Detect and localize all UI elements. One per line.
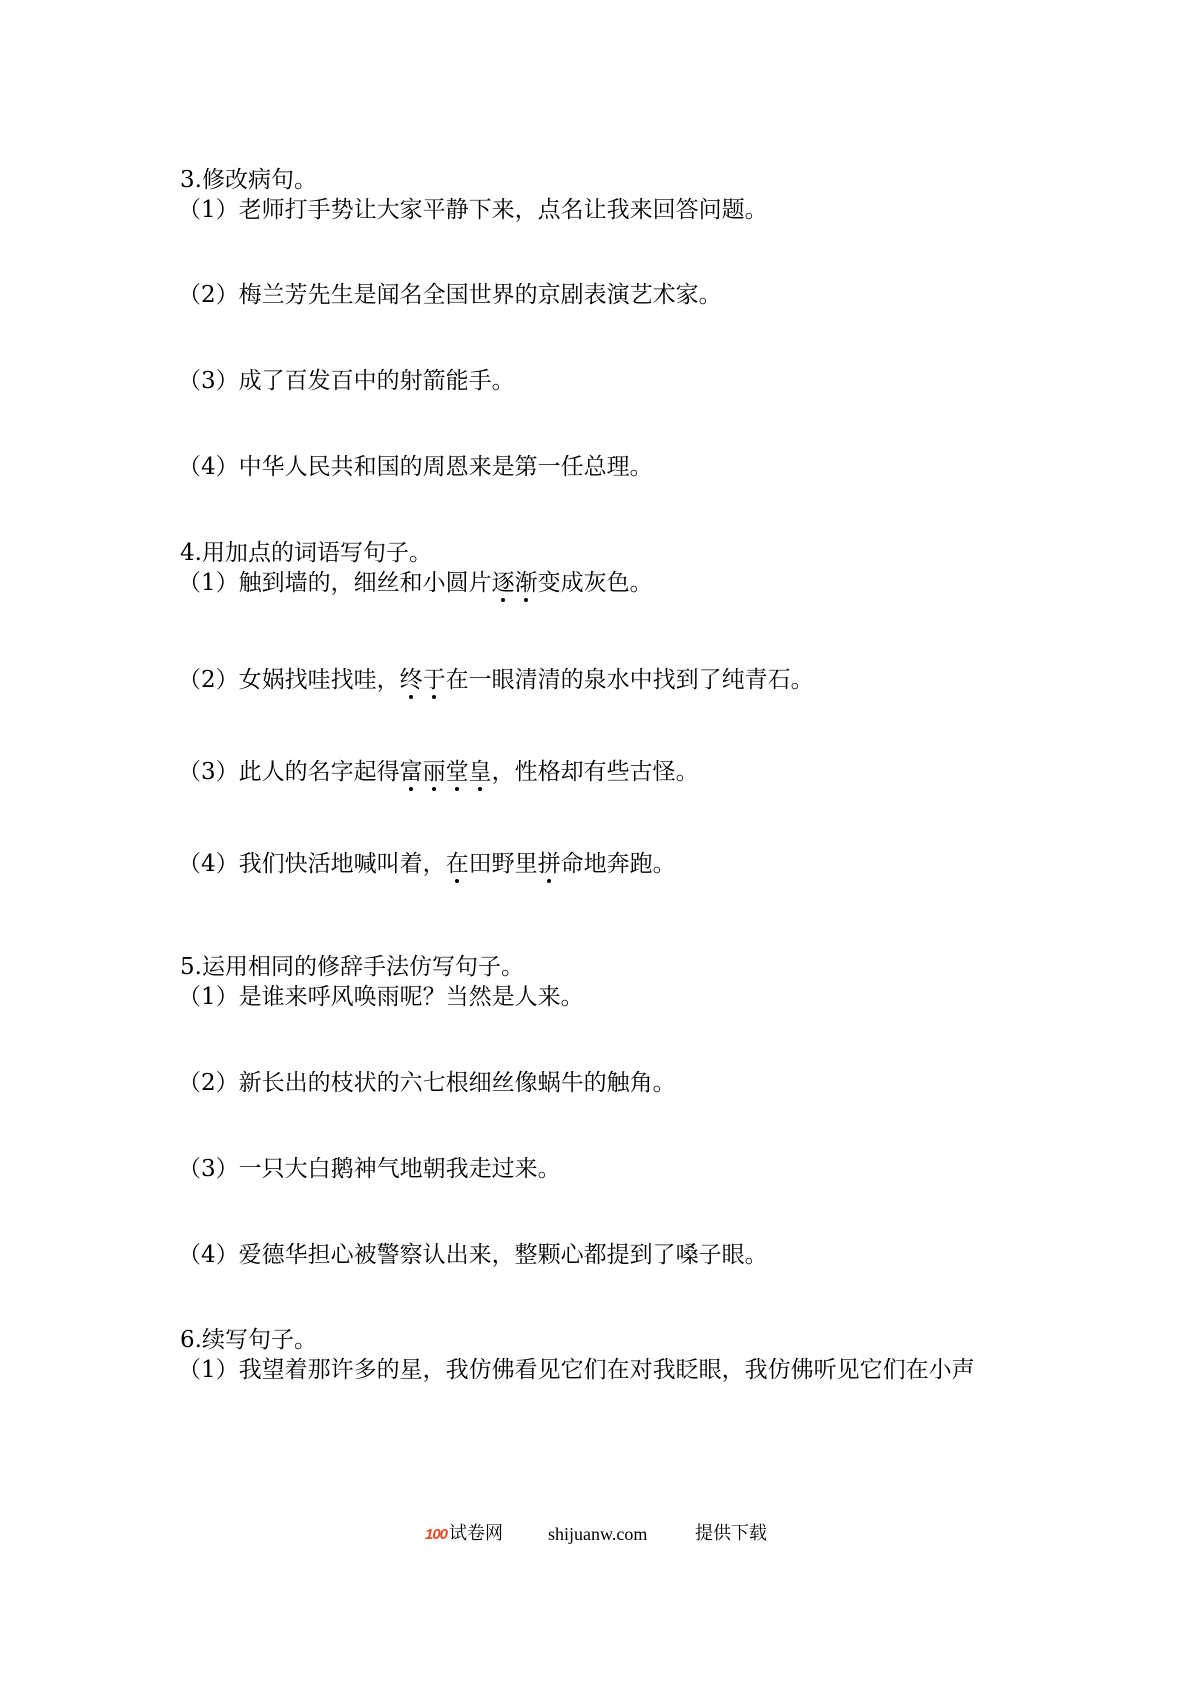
section-5-item-1: （1）是谁来呼风唤雨呢？当然是人来。 [178,984,584,1010]
logo-number: 100 [425,1526,448,1543]
site-url: shijuanw.com [548,1524,648,1544]
section-5-item-4: （4）爱德华担心被警察认出来，整颗心都提到了嗓子眼。 [178,1242,768,1268]
section-4-item-3 [178,757,699,787]
dotted-char: 逐 [491,570,515,596]
item-text: （2）女娲找哇找哇， [178,667,400,693]
dotted-char: 渐 [514,570,538,596]
section-3-item-3: （3）成了百发百中的射箭能手。 [178,368,515,394]
item-text: 命地奔跑。 [560,851,676,877]
site-logo [425,1522,503,1547]
section-3-item-2: （2）梅兰芳先生是闻名全国世界的京剧表演艺术家。 [178,282,722,308]
section-3-item-4: （4）中华人民共和国的周恩来是第一任总理。 [178,454,653,480]
section-4-item-4 [178,849,676,879]
section-5-item-3: （3）一只大白鹅神气地朝我走过来。 [178,1156,561,1182]
section-6-item-1: （1）我望着那许多的星，我仿佛看见它们在对我眨眼，我仿佛听见它们在小声 [178,1357,975,1383]
logo-text: 试卷网 [449,1523,504,1544]
section-4-heading: 4.用加点的词语写句子。 [180,540,432,566]
dotted-char: 拼 [537,851,561,877]
item-text: 变成灰色。 [537,570,653,596]
section-6-heading: 6.续写句子。 [180,1327,317,1353]
item-text: （3）此人的名字起得 [178,759,400,785]
section-3-item-1: （1）老师打手势让大家平静下来，点名让我来回答问题。 [178,197,768,223]
item-text: （1）触到墙的，细丝和小圆片 [178,570,492,596]
item-text: ，性格却有些古怪。 [491,759,699,785]
download-note: 提供下载 [695,1523,767,1544]
item-text: 田野里 [468,851,538,877]
item-text: 在一眼清清的泉水中找到了纯青石。 [445,667,814,693]
dotted-char: 终 [399,667,423,693]
dotted-char: 丽 [422,759,446,785]
dotted-char: 于 [422,667,446,693]
section-5-item-2: （2）新长出的枝状的六七根细丝像蜗牛的触角。 [178,1070,676,1096]
dotted-char: 在 [445,851,469,877]
item-text: （4）我们快活地喊叫着， [178,851,446,877]
section-5-heading: 5.运用相同的修辞手法仿写句子。 [180,954,524,980]
section-4-item-1 [178,568,653,598]
dotted-char: 皇 [468,759,492,785]
section-4-item-2 [178,665,814,695]
section-3-heading: 3.修改病句。 [180,167,317,193]
dotted-char: 富 [399,759,423,785]
dotted-char: 堂 [445,759,469,785]
